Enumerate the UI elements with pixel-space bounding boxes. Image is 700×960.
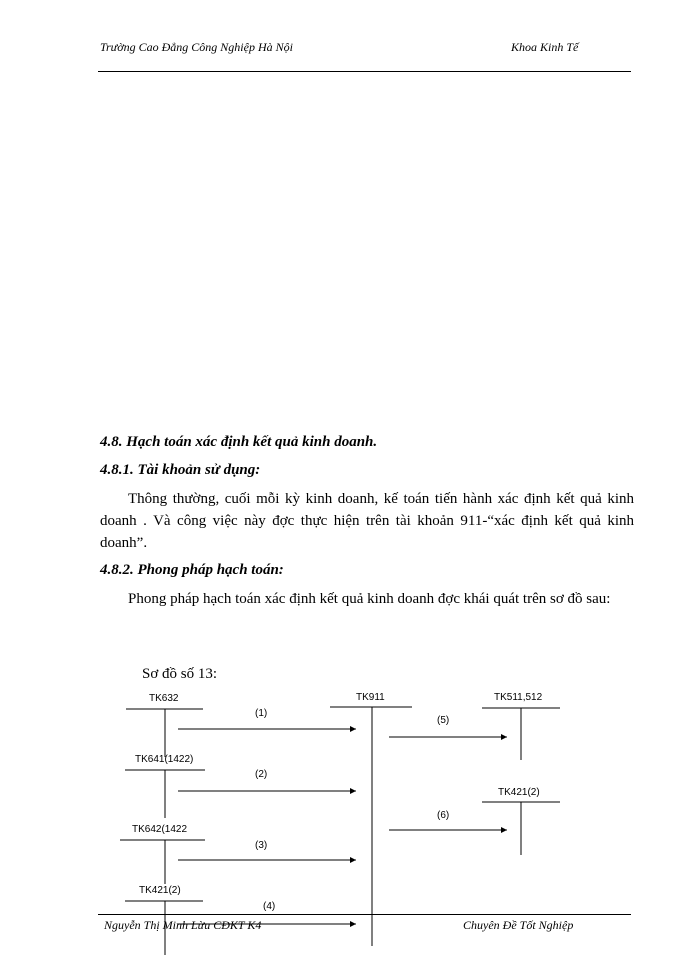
subsection-1-text: Thông thường, cuối mỗi kỳ kinh doanh, kế toán tiến hành xác định kết quả kinh doanh . Và công việc này đợc thực hiện trên tài khoản 911-“xác định kết quả kinh doanh”. [100,491,634,551]
subsection-2-text: Phong pháp hạch toán xác định kết quả kinh doanh đợc khái quát trên sơ đồ sau: [128,591,611,607]
label-tk641: TK641(1422) [135,754,194,765]
footer-title: Chuyên Đề Tốt Nghiệp [463,918,574,932]
label-step-4: (4) [263,901,276,912]
label-step-3: (3) [255,840,268,851]
subsection-2-heading: 4.8.2. Phong pháp hạch toán: [100,562,284,578]
label-tk642: TK642(1422 [132,824,188,835]
footer-rule [98,914,631,915]
header-department: Khoa Kinh Tế [511,40,579,54]
label-step-5: (5) [437,715,450,726]
diagram-title: Sơ đồ số 13: [142,666,218,682]
label-tk632: TK632 [149,693,179,704]
footer-author: Nguyễn Thị Minh Lừu CĐKT K4 [104,918,262,932]
subsection-1-heading: 4.8.1. Tài khoản sử dụng: [100,462,261,478]
header-school-name: Trường Cao Đẳng Công Nghiệp Hà Nội [100,40,293,54]
section-heading: 4.8. Hạch toán xác định kết quả kinh doanh. [100,434,378,450]
label-step-6: (6) [437,810,450,821]
label-tk511: TK511,512 [494,692,543,703]
label-tk421-left: TK421(2) [139,885,181,896]
label-tk911: TK911 [356,692,385,703]
label-step-1: (1) [255,708,268,719]
label-step-2: (2) [255,769,268,780]
label-tk421-right: TK421(2) [498,787,540,798]
